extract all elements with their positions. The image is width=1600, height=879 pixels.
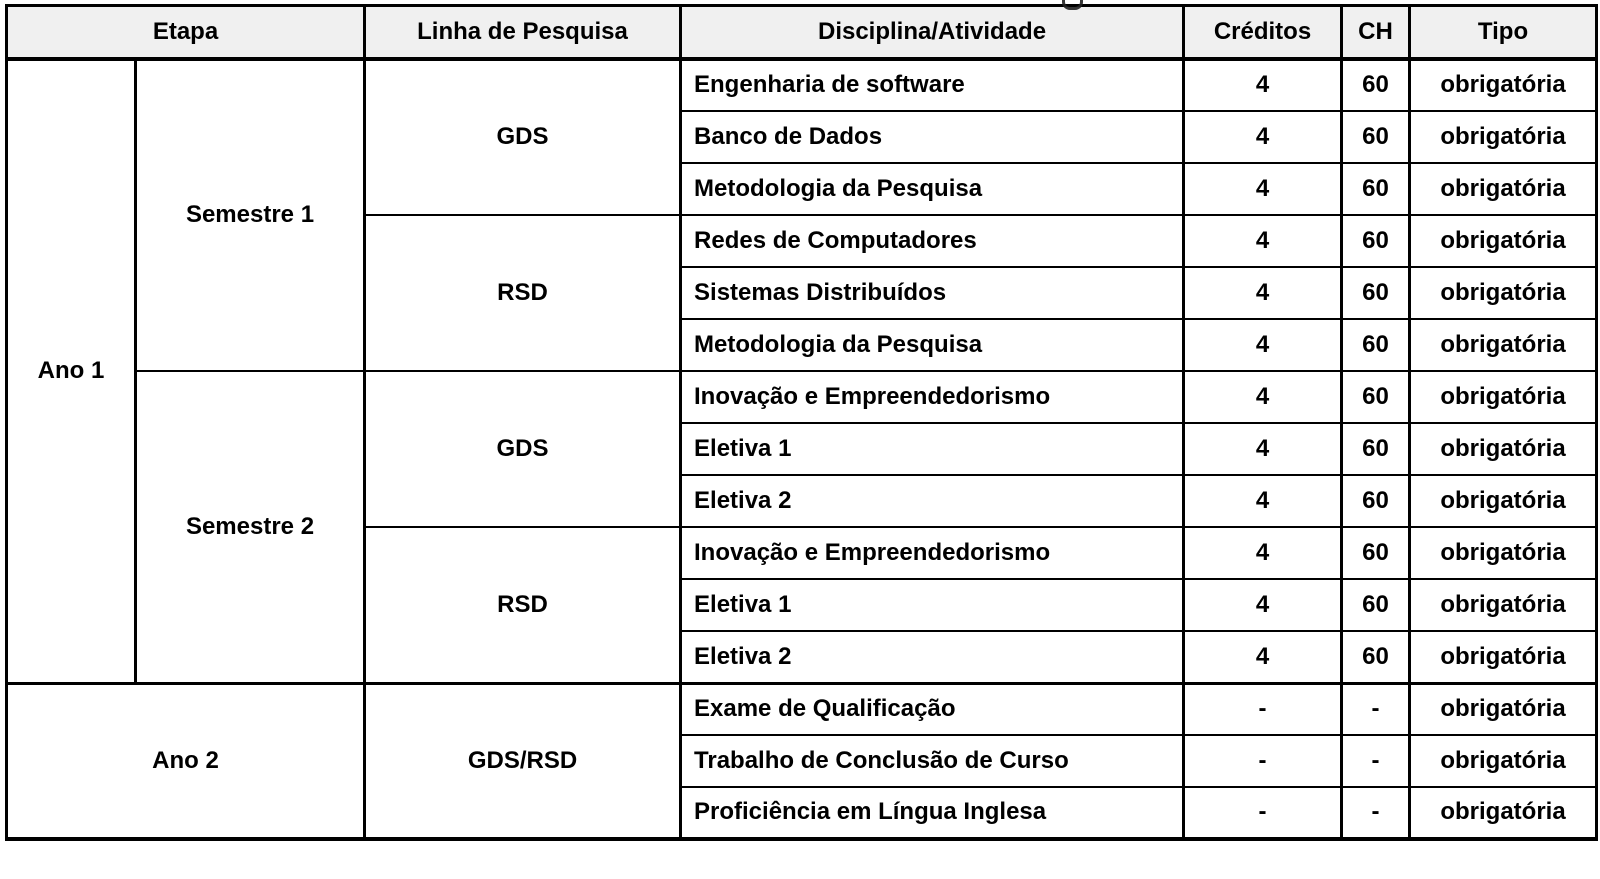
cell-tipo: obrigatória — [1410, 475, 1597, 527]
cell-tipo: obrigatória — [1410, 787, 1597, 839]
semestre2-cell: Semestre 2 — [136, 371, 365, 683]
cell-ch: 60 — [1342, 631, 1410, 683]
cell-disciplina: Inovação e Empreendedorismo — [681, 527, 1184, 579]
cell-disciplina: Banco de Dados — [681, 111, 1184, 163]
cell-disciplina: Proficiência em Língua Inglesa — [681, 787, 1184, 839]
cell-creditos: - — [1184, 735, 1342, 787]
col-header-tipo: Tipo — [1410, 6, 1597, 60]
cell-ch: 60 — [1342, 111, 1410, 163]
cell-tipo: obrigatória — [1410, 267, 1597, 319]
col-header-etapa: Etapa — [7, 6, 365, 60]
col-header-creditos: Créditos — [1184, 6, 1342, 60]
cell-tipo: obrigatória — [1410, 579, 1597, 631]
cell-disciplina: Metodologia da Pesquisa — [681, 163, 1184, 215]
cell-creditos: 4 — [1184, 163, 1342, 215]
cell-creditos: 4 — [1184, 579, 1342, 631]
cell-tipo: obrigatória — [1410, 683, 1597, 735]
cell-creditos: - — [1184, 787, 1342, 839]
cell-creditos: 4 — [1184, 111, 1342, 163]
cell-disciplina: Metodologia da Pesquisa — [681, 319, 1184, 371]
cell-creditos: 4 — [1184, 59, 1342, 111]
cell-ch: 60 — [1342, 475, 1410, 527]
cell-tipo: obrigatória — [1410, 319, 1597, 371]
etapa-ano2-cell: Ano 2 — [7, 683, 365, 839]
cell-disciplina: Inovação e Empreendedorismo — [681, 371, 1184, 423]
header-row — [7, 6, 1597, 60]
cell-ch: 60 — [1342, 215, 1410, 267]
cell-creditos: 4 — [1184, 631, 1342, 683]
cell-ch: - — [1342, 683, 1410, 735]
cell-disciplina: Sistemas Distribuídos — [681, 267, 1184, 319]
cell-tipo: obrigatória — [1410, 371, 1597, 423]
cell-ch: 60 — [1342, 371, 1410, 423]
cell-disciplina: Eletiva 1 — [681, 423, 1184, 475]
cell-disciplina: Redes de Computadores — [681, 215, 1184, 267]
linha-gds-sem1-cell: GDS — [365, 59, 681, 215]
cell-creditos: 4 — [1184, 319, 1342, 371]
cell-tipo: obrigatória — [1410, 527, 1597, 579]
cell-creditos: 4 — [1184, 267, 1342, 319]
cell-ch: 60 — [1342, 59, 1410, 111]
col-header-linha-de-pesquisa: Linha de Pesquisa — [365, 6, 681, 60]
linha-gds-rsd-cell: GDS/RSD — [365, 683, 681, 839]
table-row — [7, 683, 1597, 735]
cell-ch: 60 — [1342, 163, 1410, 215]
linha-gds-sem2-cell: GDS — [365, 371, 681, 527]
cell-disciplina: Eletiva 2 — [681, 631, 1184, 683]
curriculum-table — [5, 4, 1598, 841]
cell-disciplina: Exame de Qualificação — [681, 683, 1184, 735]
col-header-disciplina-atividade: Disciplina/Atividade — [681, 6, 1184, 60]
etapa-ano1-cell: Ano 1 — [7, 59, 136, 683]
cell-creditos: 4 — [1184, 215, 1342, 267]
cell-ch: 60 — [1342, 527, 1410, 579]
cell-tipo: obrigatória — [1410, 735, 1597, 787]
cell-ch: 60 — [1342, 423, 1410, 475]
cell-tipo: obrigatória — [1410, 111, 1597, 163]
cell-disciplina: Trabalho de Conclusão de Curso — [681, 735, 1184, 787]
cell-creditos: 4 — [1184, 527, 1342, 579]
cell-tipo: obrigatória — [1410, 423, 1597, 475]
cell-creditos: 4 — [1184, 423, 1342, 475]
cell-disciplina: Eletiva 2 — [681, 475, 1184, 527]
cell-creditos: 4 — [1184, 475, 1342, 527]
table-row — [7, 371, 1597, 423]
linha-rsd-sem2-cell: RSD — [365, 527, 681, 683]
cell-tipo: obrigatória — [1410, 163, 1597, 215]
cell-ch: - — [1342, 735, 1410, 787]
cell-ch: - — [1342, 787, 1410, 839]
cell-disciplina: Engenharia de software — [681, 59, 1184, 111]
cell-ch: 60 — [1342, 319, 1410, 371]
cell-tipo: obrigatória — [1410, 631, 1597, 683]
table-row — [7, 59, 1597, 111]
linha-rsd-sem1-cell: RSD — [365, 215, 681, 371]
cell-disciplina: Eletiva 1 — [681, 579, 1184, 631]
cell-ch: 60 — [1342, 267, 1410, 319]
cell-tipo: obrigatória — [1410, 215, 1597, 267]
cell-creditos: - — [1184, 683, 1342, 735]
semestre1-cell: Semestre 1 — [136, 59, 365, 371]
col-header-ch: CH — [1342, 6, 1410, 60]
cell-tipo: obrigatória — [1410, 59, 1597, 111]
cell-creditos: 4 — [1184, 371, 1342, 423]
cell-ch: 60 — [1342, 579, 1410, 631]
